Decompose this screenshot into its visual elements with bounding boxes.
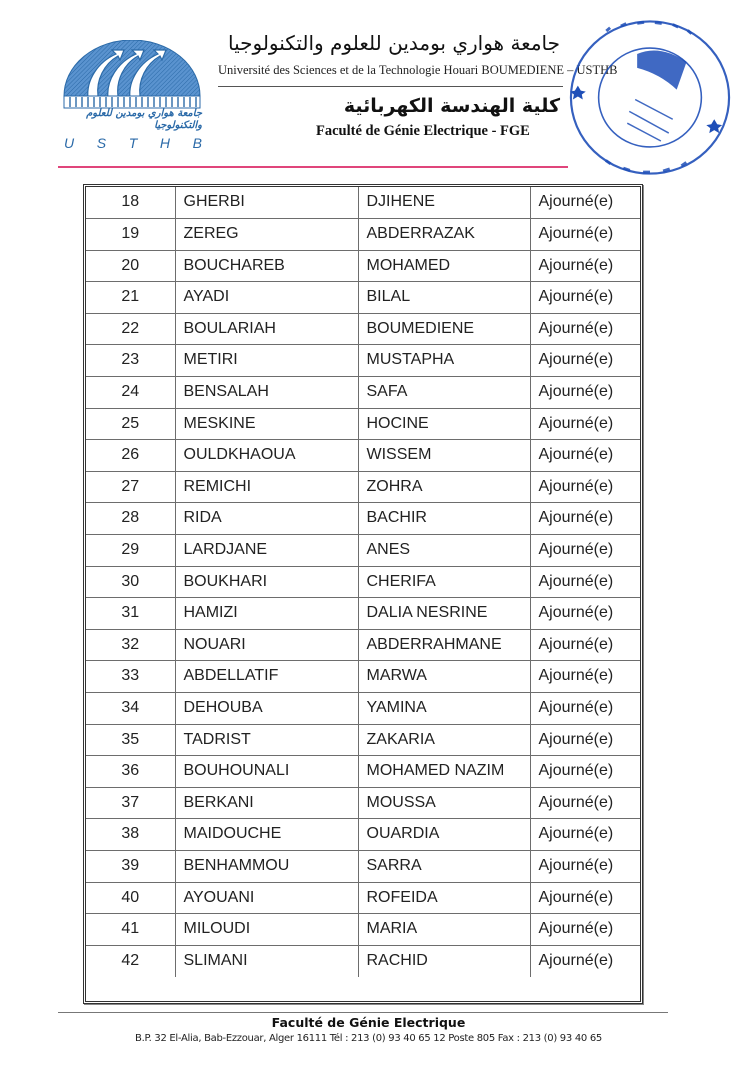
footer-address: B.P. 32 El-Alia, Bab-Ezzouar, Alger 16111 Tél : 213 (0) 93 40 65 12 Poste 805 Fax : 213 (0) 93 40 65 (135, 1033, 602, 1044)
first-name-cell: SAFA (358, 377, 530, 409)
first-name-cell: WISSEM (358, 440, 530, 472)
last-name-cell: BOUHOUNALI (175, 756, 358, 788)
first-name-cell: MOUSSA (358, 787, 530, 819)
table-row (86, 219, 640, 251)
last-name-cell: AYOUANI (175, 882, 358, 914)
header-accent-rule (58, 166, 568, 168)
logo-dome-arrows-icon (58, 40, 206, 110)
table-row (86, 819, 640, 851)
table-row (86, 313, 640, 345)
logo-letter: H (159, 135, 171, 151)
university-name-arabic: جامعة هواري بومدين للعلوم والتكنولوجيا (228, 31, 560, 55)
first-name-cell: DALIA NESRINE (358, 598, 530, 630)
table-row (86, 629, 640, 661)
table-row (86, 914, 640, 946)
university-name-french: Université des Sciences et de la Technologie Houari BOUMEDIENE – USTHB (218, 63, 618, 77)
table-row (86, 693, 640, 725)
logo-letter: T (128, 135, 138, 151)
row-number: 39 (86, 850, 175, 882)
first-name-cell: BACHIR (358, 503, 530, 535)
usthb-logo (58, 40, 206, 152)
status-cell: Ajourné(e) (530, 408, 640, 440)
row-number: 28 (86, 503, 175, 535)
last-name-cell: BOUKHARI (175, 566, 358, 598)
status-cell: Ajourné(e) (530, 377, 640, 409)
first-name-cell: ROFEIDA (358, 882, 530, 914)
last-name-cell: BENHAMMOU (175, 850, 358, 882)
last-name-cell: BOULARIAH (175, 313, 358, 345)
footer-title: Faculté de Génie Electrique (271, 1015, 466, 1030)
last-name-cell: GHERBI (175, 187, 358, 219)
status-cell: Ajourné(e) (530, 503, 640, 535)
status-cell: Ajourné(e) (530, 219, 640, 251)
last-name-cell: HAMIZI (175, 598, 358, 630)
row-number: 25 (86, 408, 175, 440)
table-row (86, 566, 640, 598)
row-number: 32 (86, 629, 175, 661)
last-name-cell: AYADI (175, 282, 358, 314)
row-number: 26 (86, 440, 175, 472)
status-cell: Ajourné(e) (530, 313, 640, 345)
row-number: 23 (86, 345, 175, 377)
faculty-name-french: Faculté de Génie Electrique - FGE (316, 123, 530, 139)
first-name-cell: ABDERRAHMANE (358, 629, 530, 661)
last-name-cell: TADRIST (175, 724, 358, 756)
table-row (86, 440, 640, 472)
first-name-cell: MUSTAPHA (358, 345, 530, 377)
status-cell: Ajourné(e) (530, 945, 640, 977)
row-number: 29 (86, 535, 175, 567)
table-row (86, 282, 640, 314)
row-number: 22 (86, 313, 175, 345)
first-name-cell: HOCINE (358, 408, 530, 440)
last-name-cell: RIDA (175, 503, 358, 535)
row-number: 36 (86, 756, 175, 788)
logo-letter: B (192, 135, 202, 151)
row-number: 37 (86, 787, 175, 819)
row-number: 27 (86, 471, 175, 503)
table-row (86, 787, 640, 819)
faculty-name-arabic: كلية الهندسة الكهربائية (343, 95, 560, 117)
row-number: 31 (86, 598, 175, 630)
row-number: 30 (86, 566, 175, 598)
last-name-cell: NOUARI (175, 629, 358, 661)
last-name-cell: SLIMANI (175, 945, 358, 977)
logo-abbreviation (64, 135, 202, 151)
table-row (86, 187, 640, 219)
row-number: 19 (86, 219, 175, 251)
status-cell: Ajourné(e) (530, 535, 640, 567)
first-name-cell: ANES (358, 535, 530, 567)
status-cell: Ajourné(e) (530, 471, 640, 503)
table-row (86, 882, 640, 914)
row-number: 34 (86, 693, 175, 725)
table-row (86, 724, 640, 756)
status-cell: Ajourné(e) (530, 850, 640, 882)
results-table (86, 187, 640, 977)
logo-letter: U (64, 135, 75, 151)
row-number: 18 (86, 187, 175, 219)
row-number: 33 (86, 661, 175, 693)
table-row (86, 377, 640, 409)
first-name-cell: ZAKARIA (358, 724, 530, 756)
first-name-cell: ABDERRAZAK (358, 219, 530, 251)
last-name-cell: OULDKHAOUA (175, 440, 358, 472)
last-name-cell: MILOUDI (175, 914, 358, 946)
row-number: 42 (86, 945, 175, 977)
row-number: 20 (86, 250, 175, 282)
status-cell: Ajourné(e) (530, 566, 640, 598)
last-name-cell: MESKINE (175, 408, 358, 440)
table-row (86, 756, 640, 788)
status-cell: Ajourné(e) (530, 693, 640, 725)
row-number: 38 (86, 819, 175, 851)
status-cell: Ajourné(e) (530, 787, 640, 819)
last-name-cell: BENSALAH (175, 377, 358, 409)
first-name-cell: OUARDIA (358, 819, 530, 851)
table-row (86, 945, 640, 977)
first-name-cell: BOUMEDIENE (358, 313, 530, 345)
first-name-cell: DJIHENE (358, 187, 530, 219)
first-name-cell: YAMINA (358, 693, 530, 725)
table-row (86, 408, 640, 440)
header-divider (218, 86, 563, 87)
table-row (86, 850, 640, 882)
first-name-cell: MARWA (358, 661, 530, 693)
last-name-cell: LARDJANE (175, 535, 358, 567)
table-row (86, 503, 640, 535)
table-row (86, 661, 640, 693)
first-name-cell: RACHID (358, 945, 530, 977)
table-row (86, 598, 640, 630)
status-cell: Ajourné(e) (530, 440, 640, 472)
status-cell: Ajourné(e) (530, 724, 640, 756)
table-row (86, 250, 640, 282)
faculty-stamp (566, 16, 734, 180)
last-name-cell: ZEREG (175, 219, 358, 251)
first-name-cell: MOHAMED NAZIM (358, 756, 530, 788)
status-cell: Ajourné(e) (530, 345, 640, 377)
row-number: 40 (86, 882, 175, 914)
status-cell: Ajourné(e) (530, 756, 640, 788)
status-cell: Ajourné(e) (530, 882, 640, 914)
row-number: 41 (86, 914, 175, 946)
row-number: 21 (86, 282, 175, 314)
stamp-seal-icon (566, 16, 734, 180)
status-cell: Ajourné(e) (530, 629, 640, 661)
footer-divider (58, 1012, 668, 1013)
status-cell: Ajourné(e) (530, 914, 640, 946)
last-name-cell: MAIDOUCHE (175, 819, 358, 851)
logo-arabic-text: جامعة هواري بومدين للعلوم والتكنولوجيا (86, 108, 202, 131)
status-cell: Ajourné(e) (530, 250, 640, 282)
status-cell: Ajourné(e) (530, 187, 640, 219)
logo-letter: S (96, 135, 107, 151)
first-name-cell: MOHAMED (358, 250, 530, 282)
table-row (86, 535, 640, 567)
first-name-cell: MARIA (358, 914, 530, 946)
last-name-cell: DEHOUBA (175, 693, 358, 725)
table-row (86, 345, 640, 377)
status-cell: Ajourné(e) (530, 598, 640, 630)
first-name-cell: CHERIFA (358, 566, 530, 598)
last-name-cell: BERKANI (175, 787, 358, 819)
status-cell: Ajourné(e) (530, 819, 640, 851)
status-cell: Ajourné(e) (530, 661, 640, 693)
table-row (86, 471, 640, 503)
status-cell: Ajourné(e) (530, 282, 640, 314)
row-number: 35 (86, 724, 175, 756)
first-name-cell: BILAL (358, 282, 530, 314)
last-name-cell: METIRI (175, 345, 358, 377)
last-name-cell: ABDELLATIF (175, 661, 358, 693)
first-name-cell: SARRA (358, 850, 530, 882)
last-name-cell: REMICHI (175, 471, 358, 503)
last-name-cell: BOUCHAREB (175, 250, 358, 282)
row-number: 24 (86, 377, 175, 409)
first-name-cell: ZOHRA (358, 471, 530, 503)
